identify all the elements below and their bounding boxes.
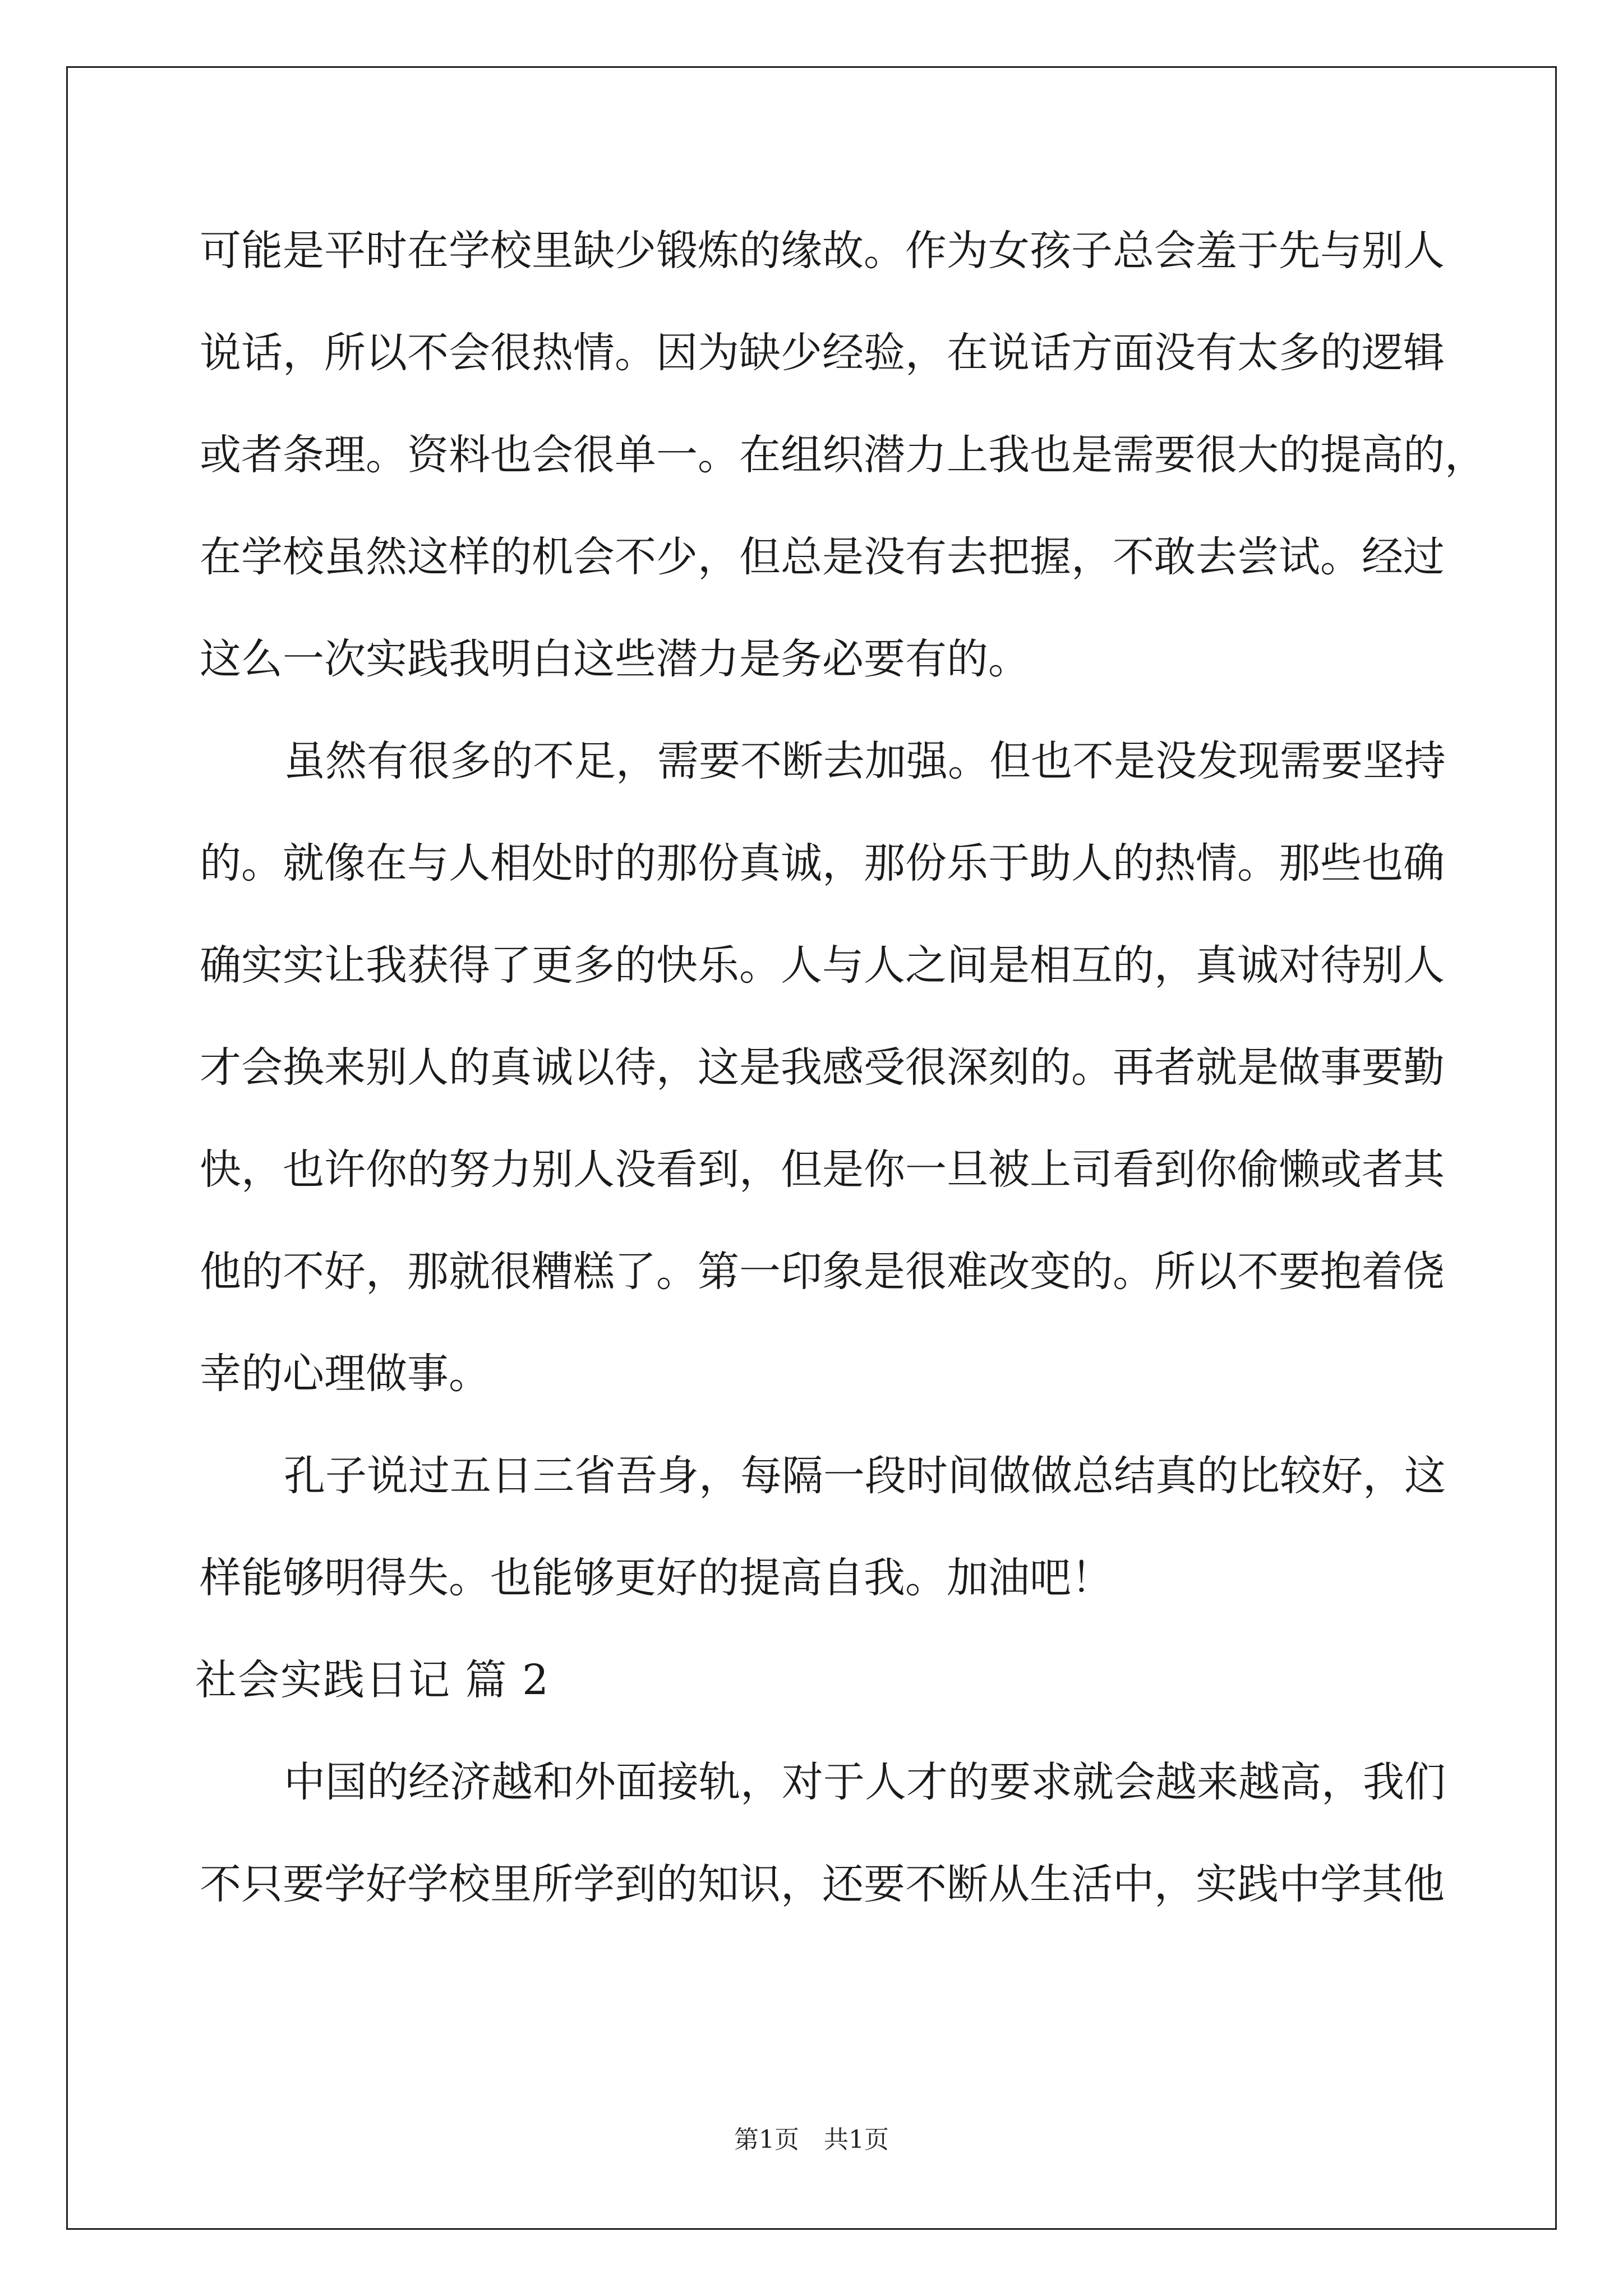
text-line: 才会换来别人的真诚以待，这是我感受很深刻的。再者就是做事要勤 — [200, 1043, 1445, 1092]
page-total: 共1页 — [824, 2125, 889, 2154]
text-line: 不只要学好学校里所学到的知识，还要不断从生活中，实践中学其他 — [200, 1860, 1445, 1908]
text-line: 幸的心理做事。 — [200, 1350, 490, 1398]
text-line: 或者条理。资料也会很单一。在组织潜力上我也是需要很大的提高的， — [200, 431, 1486, 479]
text-line: 样能够明得失。也能够更好的提高自我。加油吧！ — [200, 1554, 1113, 1602]
text-line: 快，也许你的努力别人没看到，但是你一旦被上司看到你偷懒或者其 — [200, 1145, 1445, 1194]
text-line: 说话，所以不会很热情。因为缺少经验，在说话方面没有太多的逻辑 — [200, 329, 1445, 377]
paragraph-start-line: 中国的经济越和外面接轨，对于人才的要求就会越来越高，我们 — [284, 1758, 1446, 1806]
text-line: 可能是平时在学校里缺少锻炼的缘故。作为女孩子总会羞于先与别人 — [200, 227, 1445, 275]
text-line: 在学校虽然这样的机会不少，但总是没有去把握，不敢去尝试。经过 — [200, 533, 1445, 581]
text-line: 这么一次实践我明白这些潜力是务必要有的。 — [200, 635, 1030, 683]
document-body — [195, 217, 1486, 1953]
page-footer — [0, 2119, 1623, 2155]
paragraph-start-line: 虽然有很多的不足，需要不断去加强。但也不是没发现需要坚持 — [284, 737, 1446, 785]
text-line: 确实实让我获得了更多的快乐。人与人之间是相互的，真诚对待别人 — [200, 941, 1445, 990]
text-line: 的。就像在与人相处时的那份真诚，那份乐于助人的热情。那些也确 — [200, 839, 1445, 887]
section-heading: 社会实践日记 篇 2 — [195, 1656, 550, 1704]
page-number: 第1页 — [734, 2125, 799, 2154]
paragraph-start-line: 孔子说过五日三省吾身，每隔一段时间做做总结真的比较好，这 — [284, 1452, 1446, 1500]
text-line: 他的不好，那就很糟糕了。第一印象是很难改变的。所以不要抱着侥 — [200, 1248, 1445, 1296]
